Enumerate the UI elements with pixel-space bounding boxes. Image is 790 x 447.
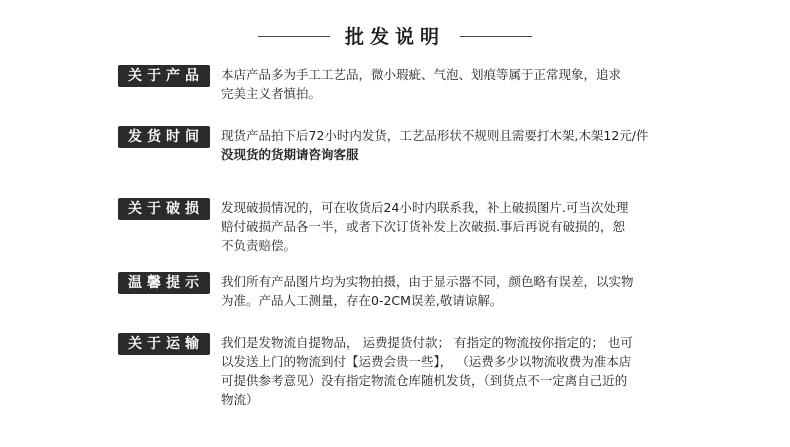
text-line: 我们所有产品图片均为实物拍摄，由于显示器不同，颜色略有误差，以实物 [221, 274, 634, 289]
text-line: 赔付破损产品各一半，或者下次订货补发上次破损.事后再说有破损的，恕 [221, 219, 625, 234]
text-line: 以发送上门的物流到付【运费会贵一些】， （运费多少以物流收费为准本店 [221, 354, 632, 369]
text-line: 发现破损情况的，可在收货后24小时内联系我，补上破损图片.可当次处理 [221, 200, 629, 215]
section-text-product [221, 65, 711, 103]
section-label-transport: 关于运输 [118, 333, 210, 355]
page-title: 批发说明 [344, 26, 445, 48]
text-line: 不负责赔偿。 [221, 238, 297, 253]
text-line: 没现货的货期请咨询客服 [221, 147, 359, 162]
title-divider-left [258, 36, 330, 37]
section-label-tips: 温馨提示 [118, 272, 210, 294]
text-line: 本店产品多为手工工艺品，微小瑕疵、气泡、划痕等属于正常现象，追求 [221, 67, 622, 82]
text-line: 物流） [221, 392, 259, 407]
text-line: 为准。产品人工测量，存在0-2CM误差,敬请谅解。 [221, 293, 503, 308]
section-text-damage [221, 198, 711, 255]
section-label-damage: 关于破损 [118, 198, 210, 220]
section-text-tips [221, 272, 711, 310]
section-text-shipping-time [221, 126, 711, 164]
page-title-row [0, 22, 790, 52]
text-line: 可提供参考意见）没有指定物流仓库随机发货，（到货点不一定离自己近的 [221, 373, 628, 388]
text-line: 现货产品拍下后72小时内发货，工艺品形状不规则且需要打木架,木架12元/件 [221, 128, 649, 143]
section-label-product: 关于产品 [118, 65, 210, 87]
text-line: 我们是发物流自提物品， 运费提货付款； 有指定的物流按你指定的； 也可 [221, 335, 633, 350]
text-line: 完美主义者慎拍。 [221, 86, 322, 101]
title-divider-right [460, 36, 532, 37]
section-label-shipping-time: 发货时间 [118, 126, 210, 148]
section-text-transport [221, 333, 711, 409]
